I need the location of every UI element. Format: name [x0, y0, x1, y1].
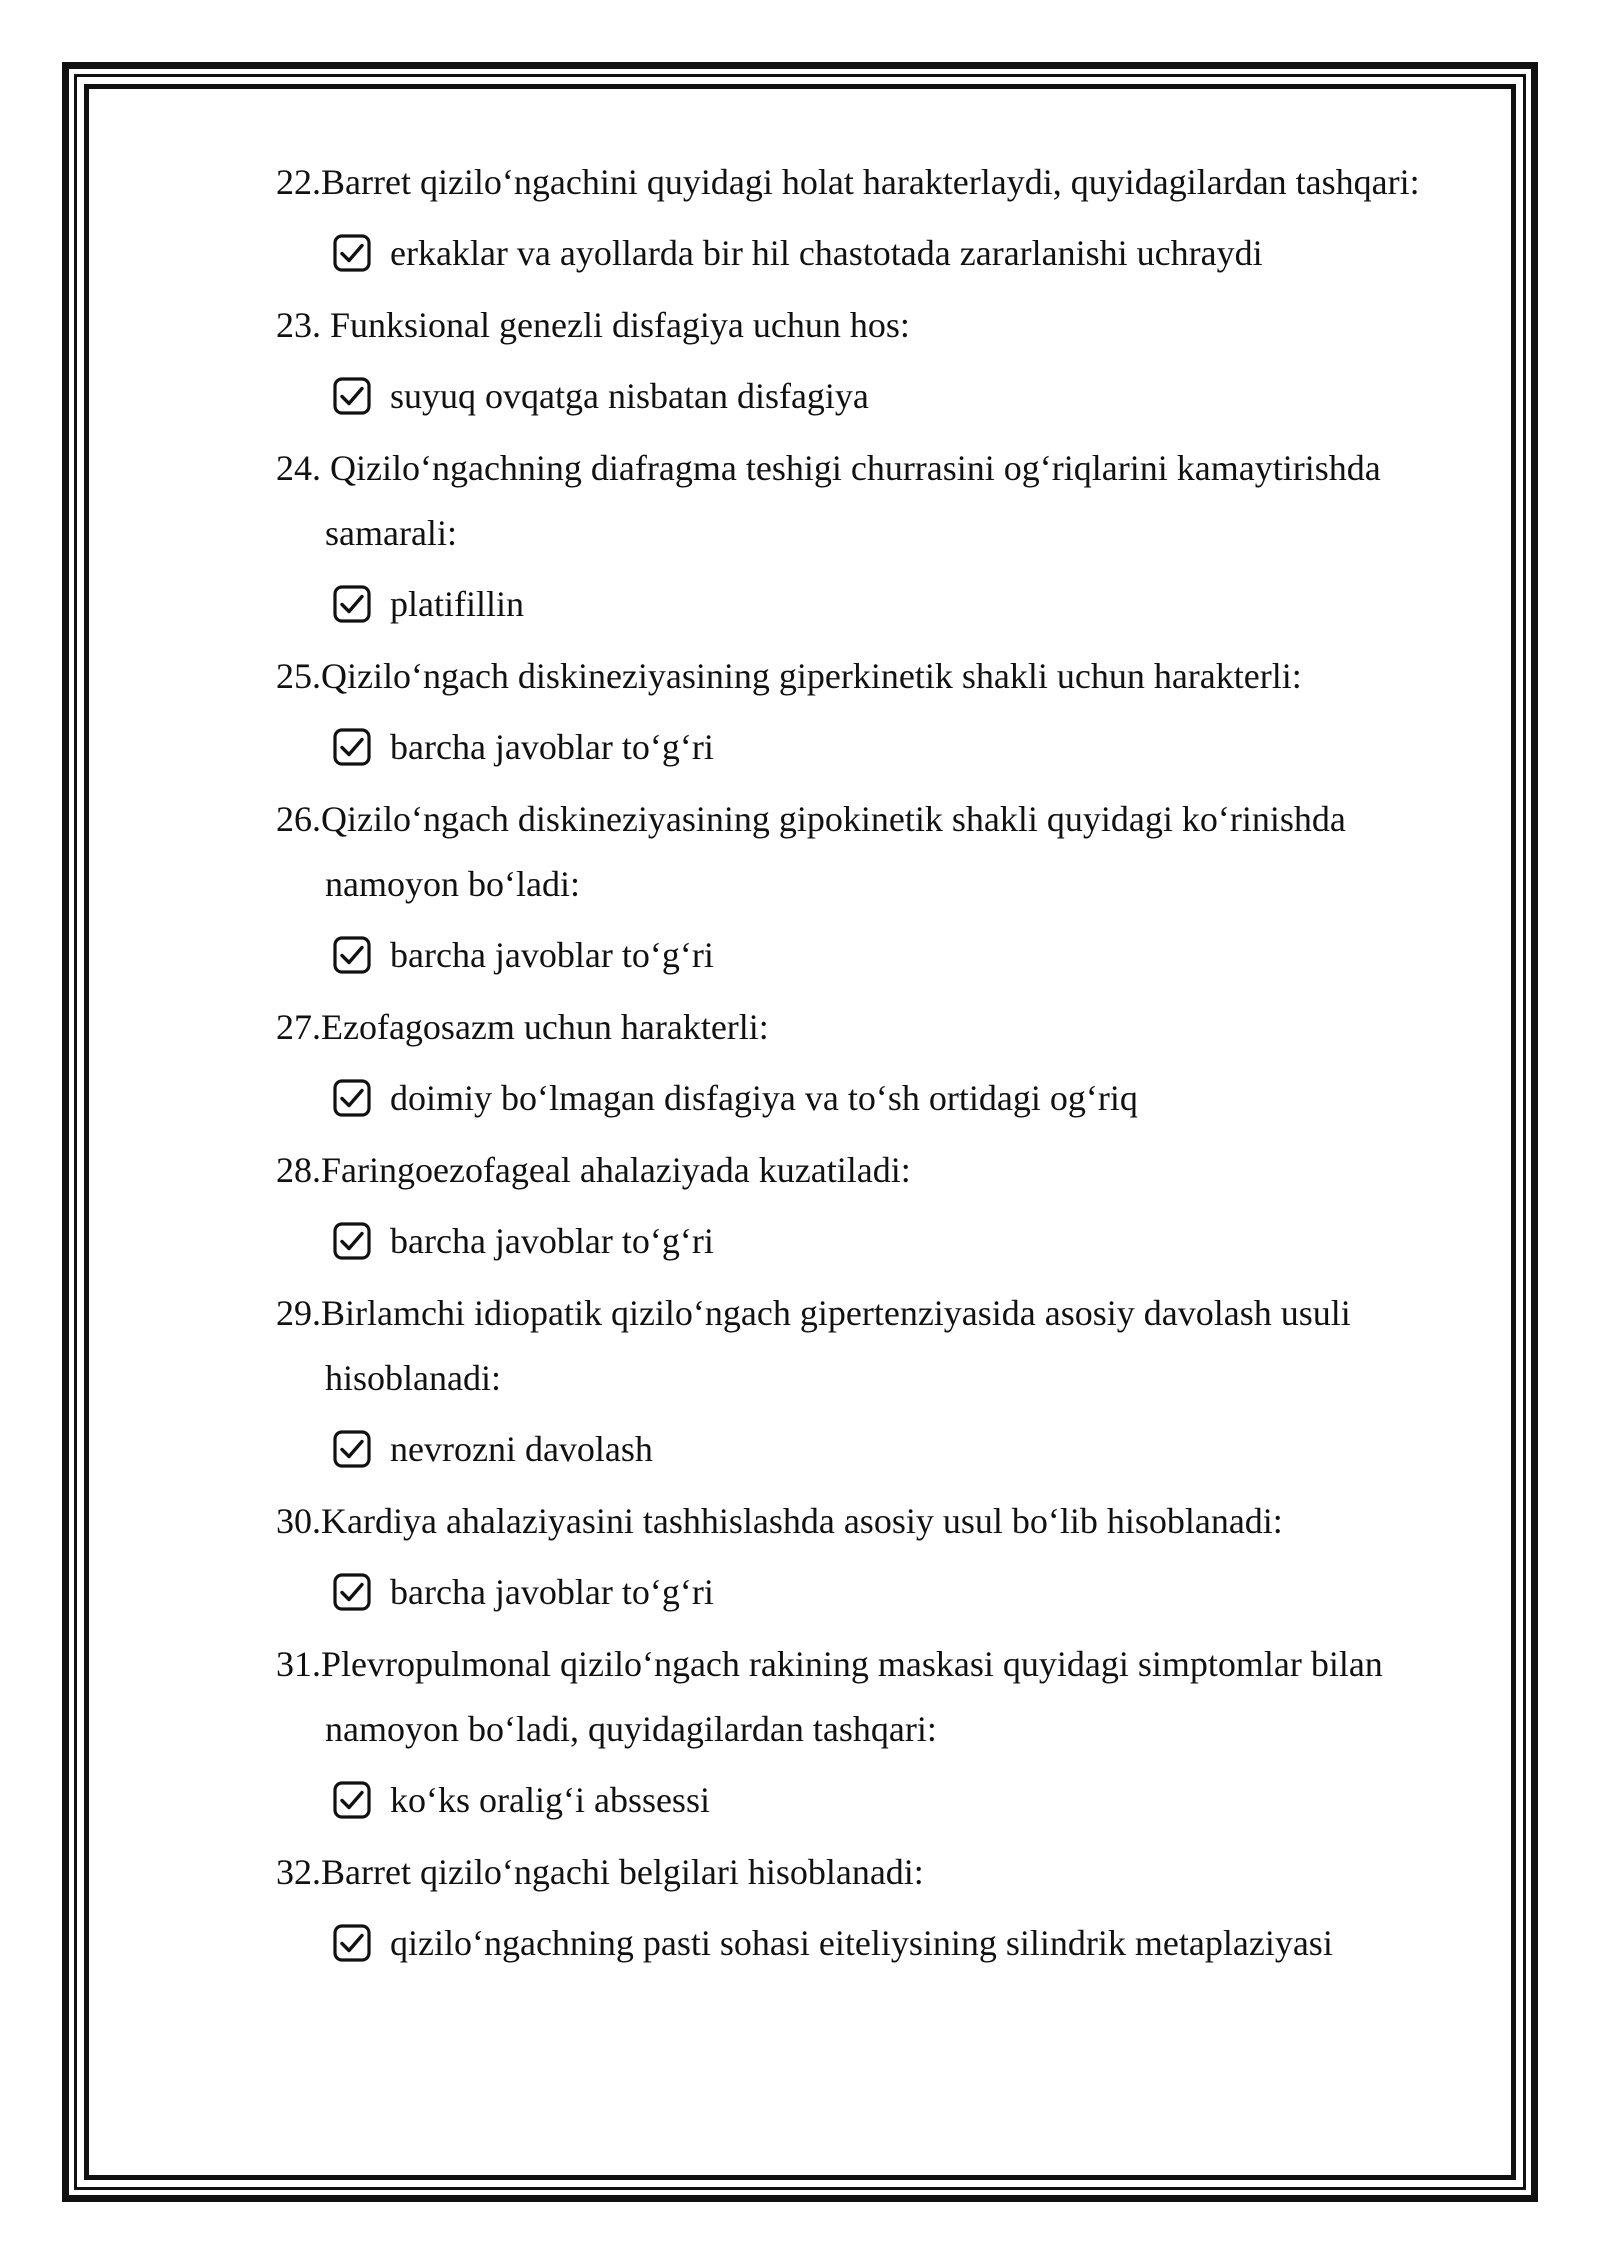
question-text: Qiziloʻngach diskineziyasining giperkinetik shakli uchun harakterli:: [321, 656, 1302, 696]
answer-text: barcha javoblar toʻgʻri: [390, 727, 714, 767]
question-number: 22.: [276, 162, 321, 202]
checkbox-checked-icon: [332, 1078, 372, 1118]
checkbox-checked-icon: [332, 1221, 372, 1261]
question-32: [276, 1840, 1496, 1905]
answer-30: [276, 1554, 1496, 1630]
question-text: Qiziloʻngach diskineziyasining gipokinetik shakli quyidagi koʻrinishda: [321, 799, 1346, 839]
question-text: Kardiya ahalaziyasini tashhislashda asosiy usul boʻlib hisoblanadi:: [321, 1501, 1283, 1541]
checkbox-checked-icon: [332, 233, 372, 273]
answer-text: barcha javoblar toʻgʻri: [390, 935, 714, 975]
question-23: [276, 293, 1496, 358]
answer-29: [276, 1411, 1496, 1487]
question-text-continuation: namoyon boʻladi:: [325, 864, 580, 904]
question-29: [276, 1281, 1496, 1411]
checkbox-checked-icon: [332, 935, 372, 975]
question-text: Plevropulmonal qiziloʻngach rakining maskasi quyidagi simptomlar bilan: [321, 1644, 1383, 1684]
question-number: 32.: [276, 1852, 321, 1892]
question-list: [276, 150, 1496, 1983]
question-22: [276, 150, 1496, 215]
checkbox-checked-icon: [332, 1429, 372, 1469]
answer-24: [276, 566, 1496, 642]
question-text: Funksional genezli disfagiya uchun hos:: [321, 305, 910, 345]
answer-text: nevrozni davolash: [390, 1429, 653, 1469]
answer-text: koʻks oraligʻi abssessi: [390, 1780, 710, 1820]
question-text: Barret qiziloʻngachini quyidagi holat harakterlaydi, quyidagilardan tashqari:: [321, 162, 1420, 202]
question-text: Barret qiziloʻngachi belgilari hisoblanadi:: [321, 1852, 924, 1892]
question-number: 30.: [276, 1501, 321, 1541]
question-number: 24.: [276, 448, 321, 488]
answer-text: doimiy boʻlmagan disfagiya va toʻsh ortidagi ogʻriq: [390, 1078, 1138, 1118]
checkbox-checked-icon: [332, 727, 372, 767]
question-30: [276, 1489, 1496, 1554]
question-text-continuation: hisoblanadi:: [325, 1358, 501, 1398]
answer-22: [276, 215, 1496, 291]
checkbox-checked-icon: [332, 584, 372, 624]
question-number: 25.: [276, 656, 321, 696]
question-text: Faringoezofageal ahalaziyada kuzatiladi:: [321, 1150, 911, 1190]
question-number: 27.: [276, 1007, 321, 1047]
question-26: [276, 787, 1496, 917]
question-28: [276, 1138, 1496, 1203]
checkbox-checked-icon: [332, 1923, 372, 1963]
answer-23: [276, 358, 1496, 434]
checkbox-checked-icon: [332, 1572, 372, 1612]
answer-26: [276, 917, 1496, 993]
answer-text: suyuq ovqatga nisbatan disfagiya: [390, 376, 869, 416]
answer-25: [276, 709, 1496, 785]
checkbox-checked-icon: [332, 376, 372, 416]
question-27: [276, 995, 1496, 1060]
answer-28: [276, 1203, 1496, 1279]
answer-32: [276, 1905, 1496, 1981]
checkbox-checked-icon: [332, 1780, 372, 1820]
question-number: 31.: [276, 1644, 321, 1684]
question-number: 23.: [276, 305, 321, 345]
answer-text: barcha javoblar toʻgʻri: [390, 1221, 714, 1261]
question-text-continuation: namoyon boʻladi, quyidagilardan tashqari:: [325, 1709, 937, 1749]
question-text: Qiziloʻngachning diafragma teshigi churrasini ogʻriqlarini kamaytirishda: [321, 448, 1381, 488]
question-number: 29.: [276, 1293, 321, 1333]
question-text-continuation: samarali:: [325, 513, 457, 553]
question-number: 26.: [276, 799, 321, 839]
answer-31: [276, 1762, 1496, 1838]
answer-text: barcha javoblar toʻgʻri: [390, 1572, 714, 1612]
answer-text: qiziloʻngachning pasti sohasi eiteliysining silindrik metaplaziyasi: [390, 1923, 1333, 1963]
question-number: 28.: [276, 1150, 321, 1190]
question-text: Birlamchi idiopatik qiziloʻngach gipertenziyasida asosiy davolash usuli: [321, 1293, 1351, 1333]
answer-text: erkaklar va ayollarda bir hil chastotada zararlanishi uchraydi: [390, 233, 1263, 273]
question-25: [276, 644, 1496, 709]
answer-text: platifillin: [390, 584, 524, 624]
answer-27: [276, 1060, 1496, 1136]
question-24: [276, 436, 1496, 566]
question-31: [276, 1632, 1496, 1762]
question-text: Ezofagosazm uchun harakterli:: [321, 1007, 769, 1047]
